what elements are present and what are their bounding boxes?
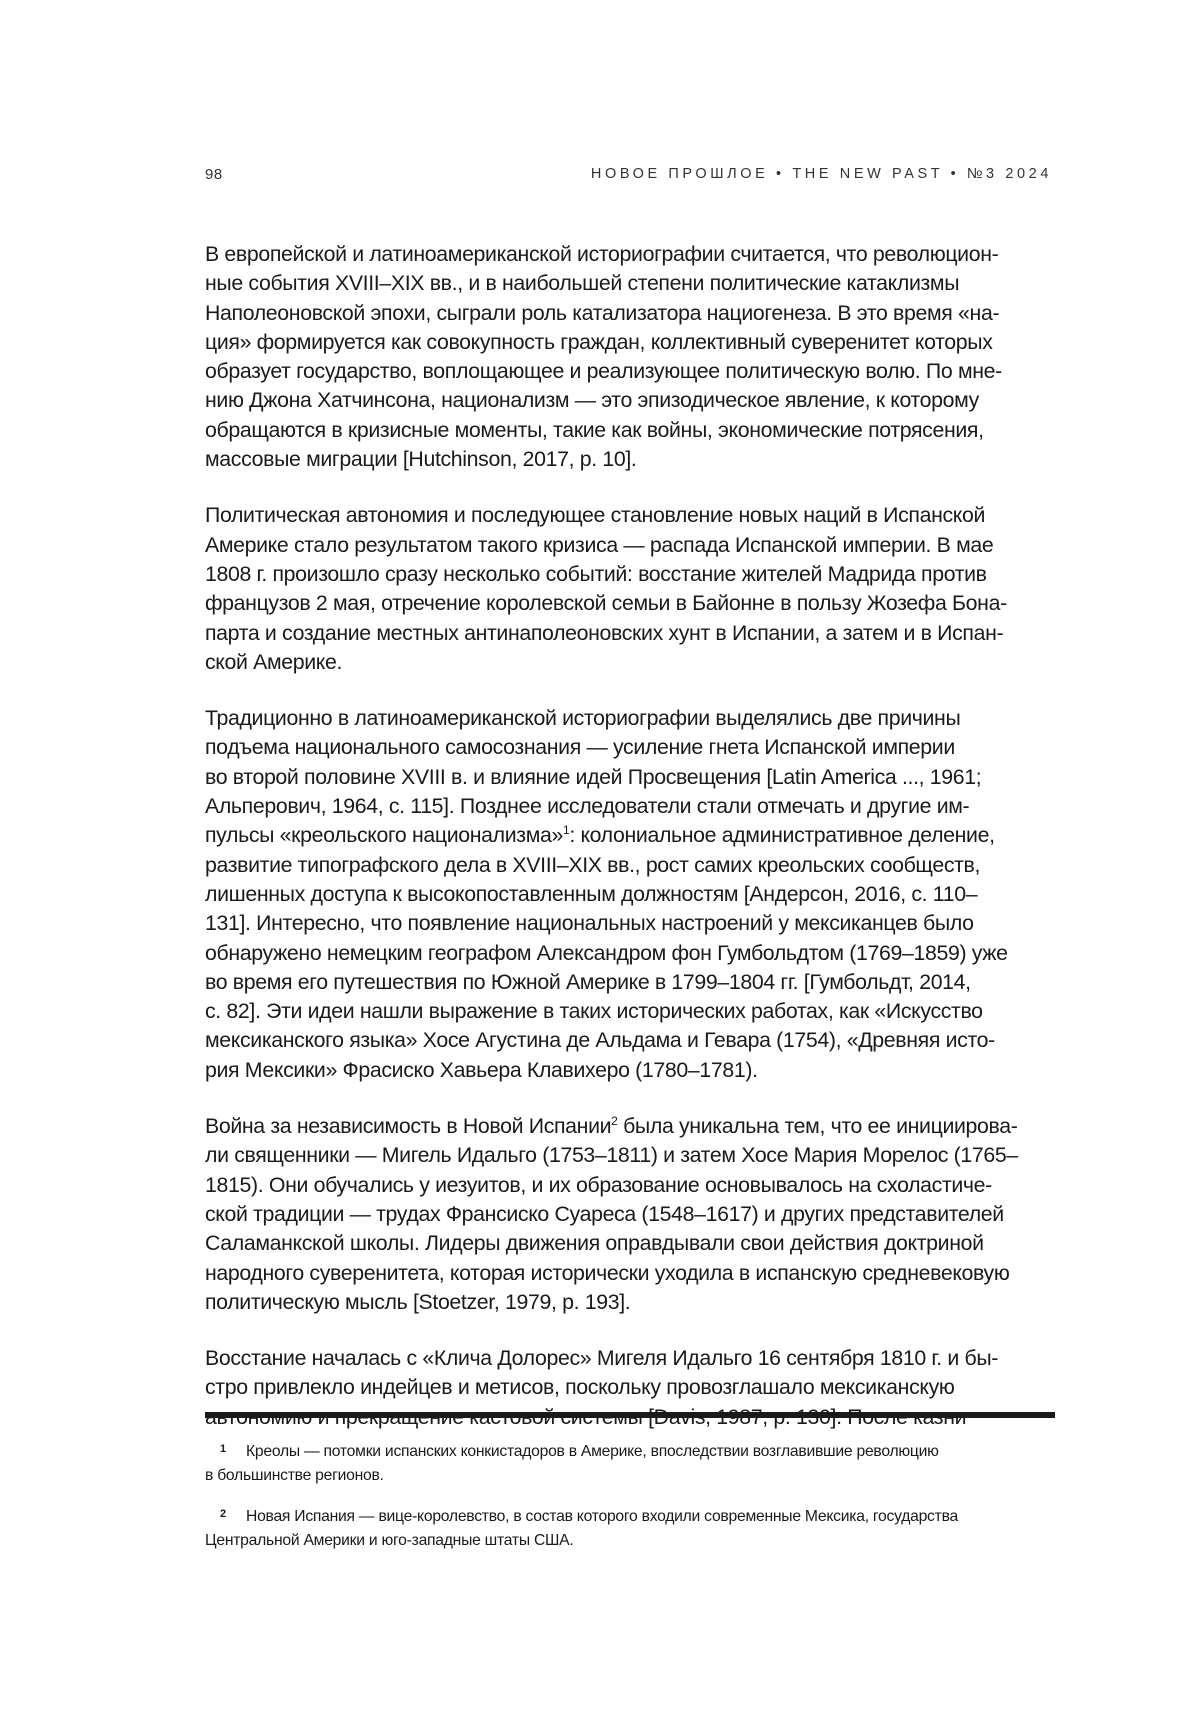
text-segment: была уникальна тем, что ее инициирова- — [618, 1114, 1018, 1138]
footnote-line — [205, 1502, 1065, 1529]
text-line: обнаружено немецким географом Александром фон Гумбольдтом (1769–1859) уже — [205, 939, 1055, 968]
text-line: французов 2 мая, отречение королевской семьи в Байонне в пользу Жозефа Бона- — [205, 589, 1055, 618]
text-line: ция» формируется как совокупность граждан, коллективный суверенитет которых — [205, 328, 1055, 357]
text-segment: Война за независимость в Новой Испании — [205, 1114, 611, 1138]
body-text — [205, 240, 1055, 1459]
text-line: ли священники — Мигель Идальго (1753–1811) и затем Хосе Мария Морелос (1765– — [205, 1141, 1055, 1170]
text-line: лишенных доступа к высокопоставленным должностям [Андерсон, 2016, с. 110– — [205, 880, 1055, 909]
text-line: ные события XVIII–XIX вв., и в наибольшей степени политические катаклизмы — [205, 269, 1055, 298]
text-line: во время его путешествия по Южной Америке в 1799–1804 гг. [Гумбольдт, 2014, — [205, 968, 1055, 997]
footnote-ref-1: 1 — [563, 823, 569, 837]
footnotes — [205, 1437, 1065, 1567]
text-line: обращаются в кризисные моменты, такие как войны, экономические потрясения, — [205, 416, 1055, 445]
text-line: 1808 г. произошло сразу несколько событий: восстание жителей Мадрида против — [205, 560, 1055, 589]
footnote-mark: 1 — [205, 1437, 246, 1461]
text-line: Наполеоновской эпохи, сыграли роль катализатора нациогенеза. В это время «на- — [205, 299, 1055, 328]
text-line: во второй половине XVIII в. и влияние идей Просвещения [Latin America ..., 1961; — [205, 763, 1055, 792]
text-line: 1815). Они обучались у иезуитов, и их образование основывалось на схоластиче- — [205, 1171, 1055, 1200]
footnote-mark: 2 — [205, 1502, 246, 1526]
text-line: Восстание началась с «Клича Долорес» Мигеля Идальго 16 сентября 1810 г. и бы- — [205, 1344, 1055, 1373]
footnote-text: Креолы — потомки испанских конкистадоров в Америке, впоследствии возглавившие революцию — [246, 1443, 939, 1460]
footnote-2 — [205, 1502, 1065, 1553]
footnote-line: в большинстве регионов. — [205, 1464, 1065, 1488]
text-line: с. 82]. Эти идеи нашли выражение в таких исторических работах, как «Искусство — [205, 997, 1055, 1026]
text-line: народного суверенитета, которая исторически уходила в испанскую средневековую — [205, 1259, 1055, 1288]
text-line: Политическая автономия и последующее становление новых наций в Испанской — [205, 501, 1055, 530]
paragraph-2 — [205, 501, 1055, 677]
page-number: 98 — [205, 166, 223, 183]
text-line: рия Мексики» Фрасиско Хавьера Клавихеро (1780–1781). — [205, 1056, 1055, 1085]
text-line: Саламанкской школы. Лидеры движения оправдывали свои действия доктриной — [205, 1229, 1055, 1258]
text-line: стро привлекло индейцев и метисов, поскольку провозглашало мексиканскую — [205, 1373, 1055, 1402]
paragraph-5 — [205, 1344, 1055, 1432]
text-line: Традиционно в латиноамериканской историографии выделялись две причины — [205, 704, 1055, 733]
footnote-line — [205, 1437, 1065, 1464]
text-line-with-footnote-ref — [205, 821, 1055, 850]
text-segment: : колониальное административное деление, — [569, 823, 994, 847]
paragraph-3 — [205, 704, 1055, 1085]
footnote-text: Новая Испания — вице-королевство, в состав которого входили современные Мексика, государства — [246, 1508, 958, 1525]
text-line: нию Джона Хатчинсона, национализм — это эпизодическое явление, к которому — [205, 386, 1055, 415]
running-head: НОВОЕ ПРОШЛОЕ • THE NEW PAST • №3 2024 — [591, 166, 1052, 182]
text-line: развитие типографского дела в XVIII–XIX вв., рост самих креольских сообществ, — [205, 851, 1055, 880]
text-segment: пульсы «креольского национализма» — [205, 823, 563, 847]
paragraph-4 — [205, 1112, 1055, 1317]
text-line: парта и создание местных антинаполеоновских хунт в Испании, а затем и в Испан- — [205, 619, 1055, 648]
footnote-separator-rule — [205, 1412, 1055, 1418]
text-line: Америке стало результатом такого кризиса — распада Испанской империи. В мае — [205, 531, 1055, 560]
text-line: образует государство, воплощающее и реализующее политическую волю. По мне- — [205, 357, 1055, 386]
text-line: 131]. Интересно, что появление национальных настроений у мексиканцев было — [205, 909, 1055, 938]
footnote-1 — [205, 1437, 1065, 1488]
text-line: мексиканского языка» Хосе Агустина де Альдама и Гевара (1754), «Древняя исто- — [205, 1026, 1055, 1055]
text-line-with-footnote-ref — [205, 1112, 1055, 1141]
text-line: политическую мысль [Stoetzer, 1979, p. 193]. — [205, 1288, 1055, 1317]
text-line: ской традиции — трудах Франсиско Суареса (1548–1617) и других представителей — [205, 1200, 1055, 1229]
footnote-ref-2: 2 — [611, 1114, 617, 1128]
text-line: массовые миграции [Hutchinson, 2017, p. 10]. — [205, 445, 1055, 474]
text-line: ской Америке. — [205, 648, 1055, 677]
paragraph-1 — [205, 240, 1055, 474]
text-line: Альперович, 1964, с. 115]. Позднее исследователи стали отмечать и другие им- — [205, 792, 1055, 821]
text-line: подъема национального самосознания — усиление гнета Испанской империи — [205, 733, 1055, 762]
text-line: В европейской и латиноамериканской историографии считается, что революцион- — [205, 240, 1055, 269]
footnote-line: Центральной Америки и юго-западные штаты США. — [205, 1529, 1065, 1553]
